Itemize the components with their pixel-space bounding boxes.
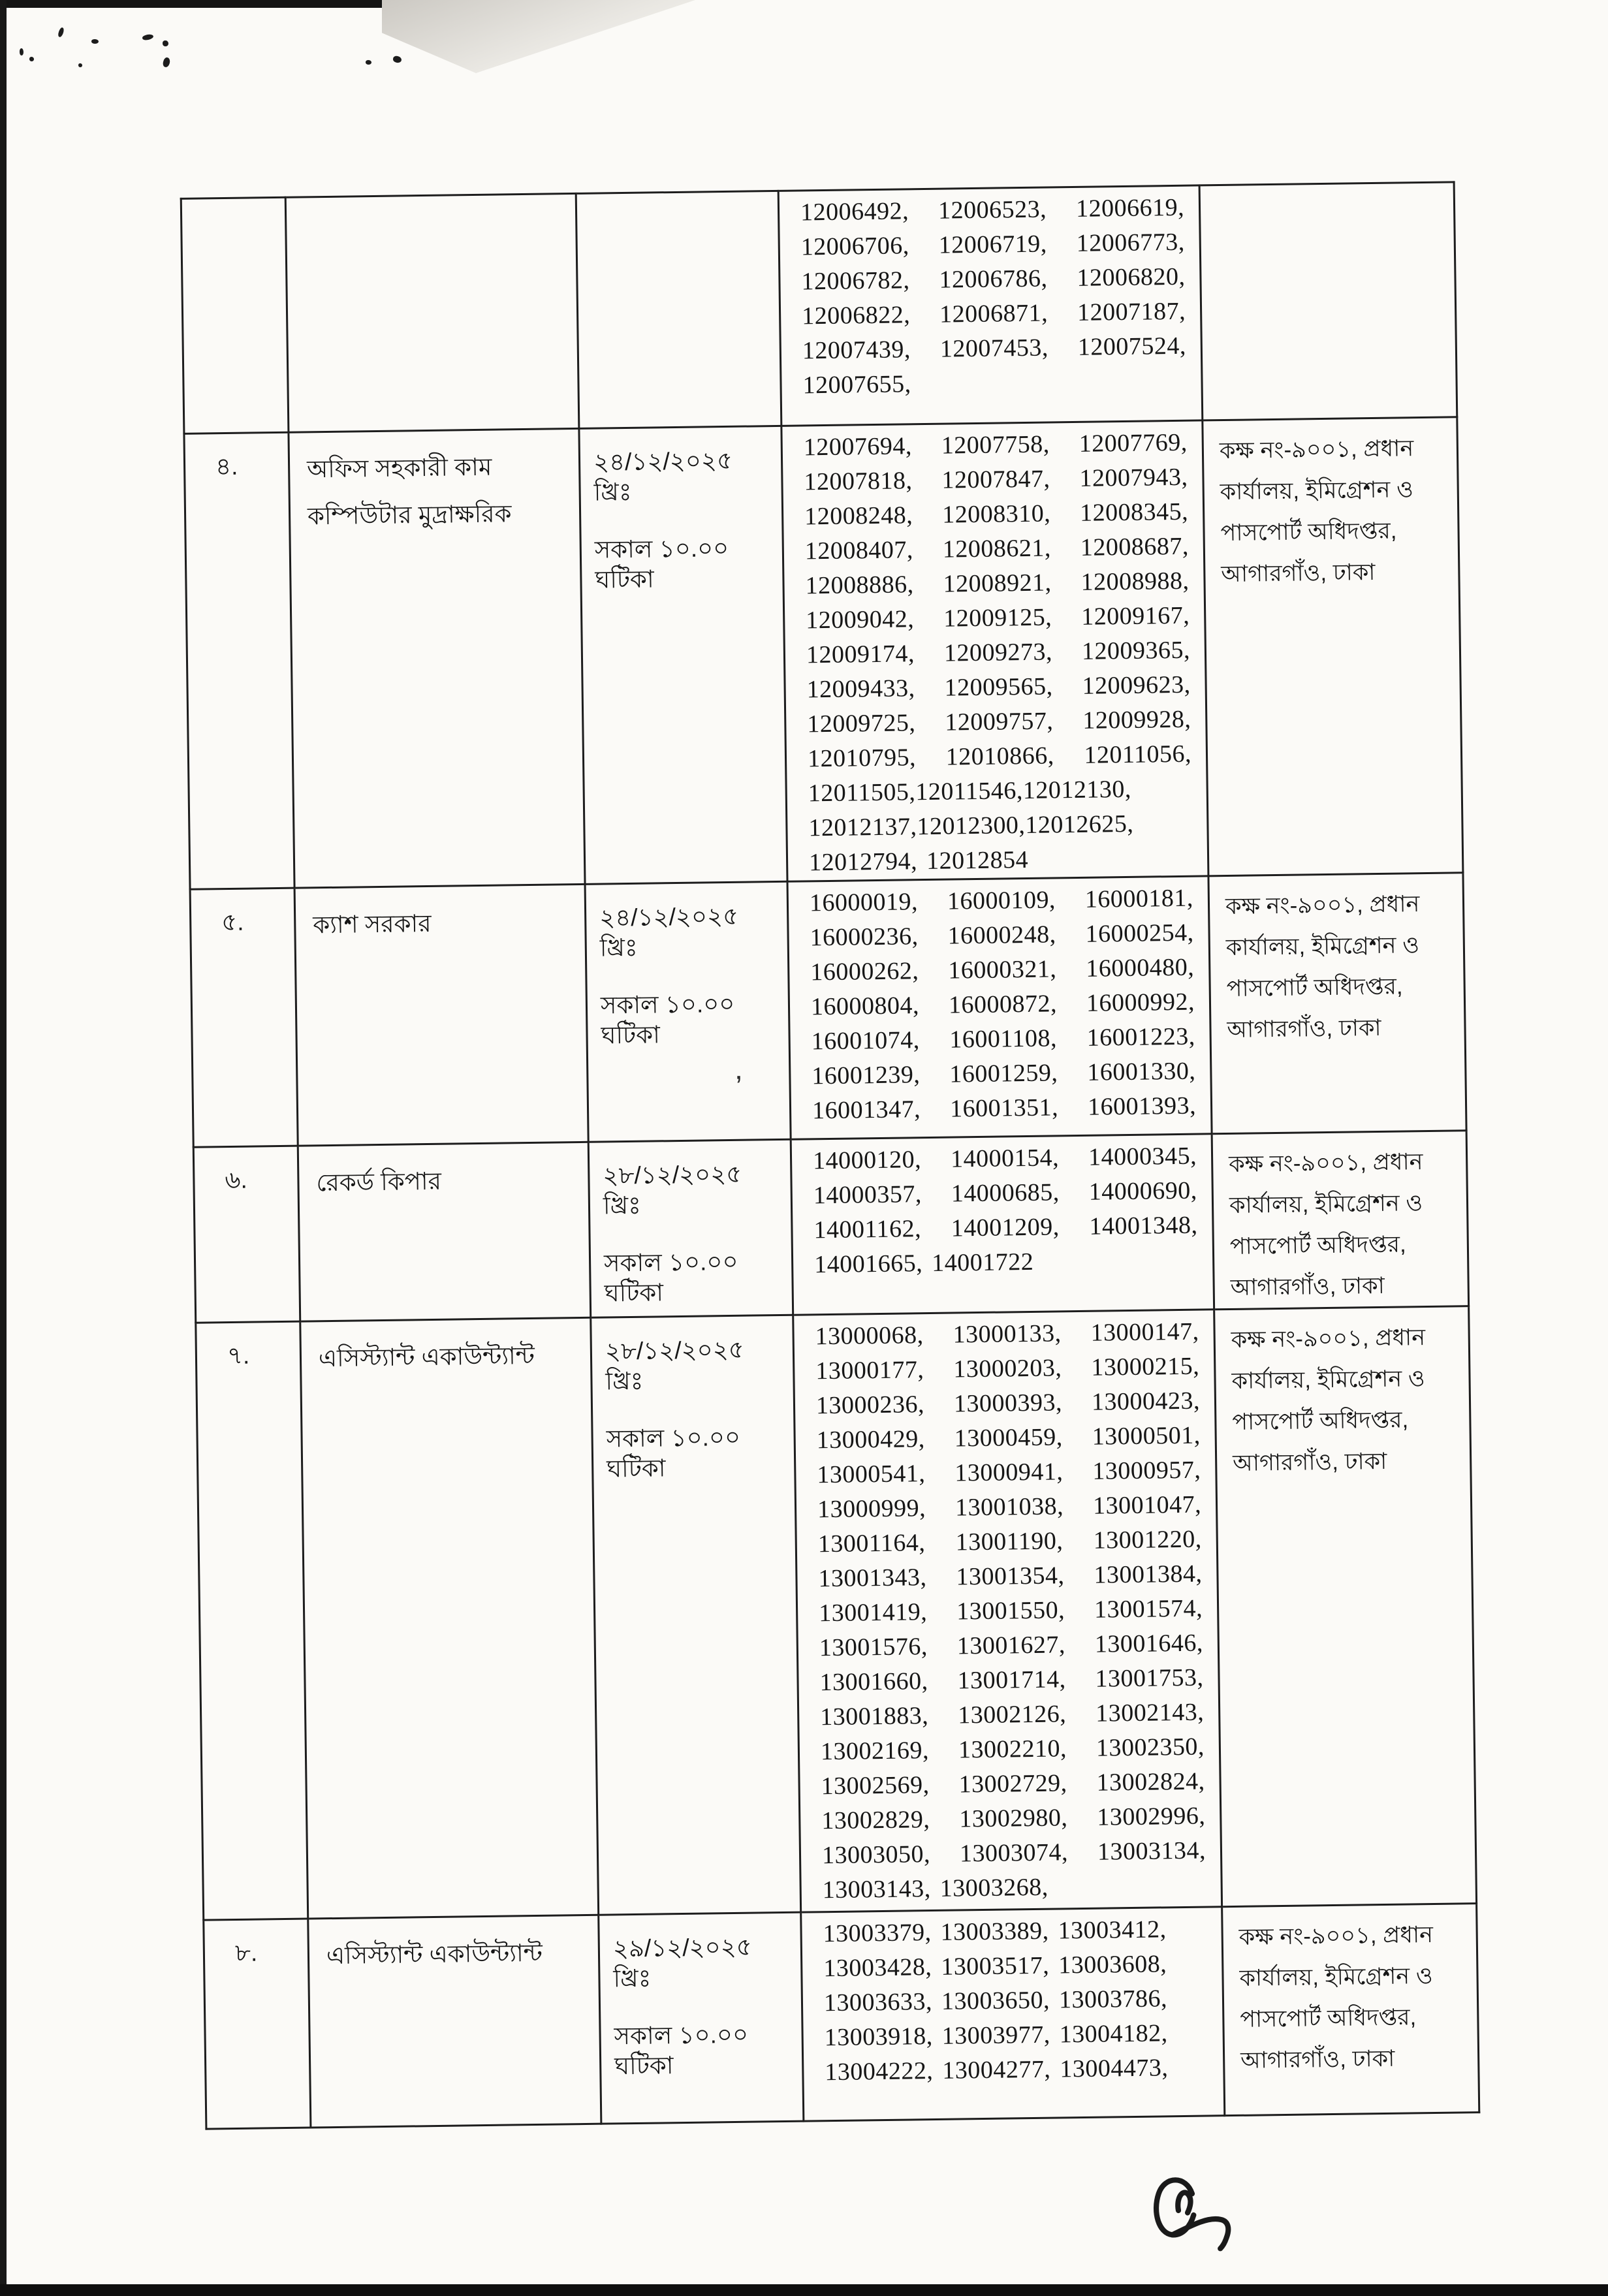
- roll-number: 13002169,: [820, 1737, 930, 1766]
- roll-number: 12006492,: [800, 197, 909, 227]
- venue-text: কক্ষ নং-৯০০১, প্রধান কার্যালয়, ইমিগ্রেশন ও পাসপোর্ট অধিদপ্তর, আগারগাঁও, ঢাকা: [1238, 1921, 1434, 2073]
- roll-numbers-cell: [801, 1907, 1225, 2121]
- table-row: [184, 417, 1463, 889]
- roll-numbers-cell: [787, 876, 1212, 1139]
- roll-number: 13002569,: [821, 1771, 930, 1801]
- roll-number: 13002126,: [957, 1700, 1067, 1729]
- roll-number: 12007187,: [1077, 297, 1186, 326]
- roll-number: 12006822,: [801, 301, 911, 330]
- roll-number: 13001047,: [1092, 1490, 1202, 1520]
- roll-number: 13001354,: [956, 1562, 1065, 1591]
- roll-number: 14001348,: [1089, 1211, 1198, 1240]
- roll-number: 13001220,: [1093, 1525, 1203, 1554]
- position-cell: এসিস্ট্যান্ট একাউন্ট্যান্ট: [308, 1915, 601, 2128]
- roll-number: 16000804,: [810, 992, 920, 1021]
- ink-speck: [57, 27, 65, 37]
- roll-number: 13004473,: [1060, 2054, 1169, 2083]
- roll-number: 12006773,: [1076, 228, 1186, 257]
- roll-number: 12007453,: [939, 334, 1049, 363]
- roll-number: 13003918,: [824, 2022, 933, 2052]
- roll-number: 13001627,: [956, 1631, 1066, 1660]
- roll-line: [800, 1764, 1220, 1804]
- date-text: ২৪/১২/২০২৫ খ্রিঃ: [599, 902, 739, 962]
- roll-number: 13001576,: [819, 1633, 928, 1662]
- roll-number: 14000685,: [951, 1178, 1060, 1208]
- roll-number: 13003268,: [939, 1873, 1048, 1902]
- roll-number: 16000236,: [810, 922, 919, 952]
- roll-line: [785, 598, 1205, 638]
- roll-number: 13000941,: [954, 1458, 1064, 1487]
- roll-number: 13000429,: [816, 1425, 925, 1455]
- venue-cell: [1203, 417, 1463, 876]
- scan-edge-bottom: [0, 2284, 1608, 2296]
- ink-speck: [20, 48, 24, 55]
- roll-line: [788, 840, 1208, 880]
- venue-cell: [1214, 1306, 1477, 1907]
- roll-number: 16000109,: [947, 886, 1056, 915]
- roll-line: [789, 915, 1208, 955]
- roll-number: 14000154,: [950, 1144, 1060, 1173]
- roll-number: 13002350,: [1096, 1733, 1205, 1762]
- roll-number: 12006719,: [938, 230, 1048, 259]
- roll-number: 12008988,: [1080, 567, 1190, 596]
- roll-line: [791, 1088, 1211, 1128]
- datetime-cell: [585, 881, 791, 1142]
- roll-number: 16000321,: [948, 955, 1057, 984]
- roll-number: 12009433,: [806, 674, 915, 704]
- roll-number: 14000120,: [812, 1146, 922, 1175]
- table-row: [193, 1131, 1468, 1323]
- roll-number: 16001108,: [949, 1024, 1058, 1054]
- time-text: সকাল ১০.০০ ঘটিকা: [594, 534, 729, 593]
- roll-number: 13000203,: [953, 1354, 1062, 1383]
- roll-number: 13001714,: [957, 1665, 1066, 1695]
- roll-line: [792, 1139, 1212, 1178]
- roll-number: 16000254,: [1085, 919, 1194, 948]
- roll-number: 12006871,: [939, 299, 1048, 328]
- roll-number: 13001384,: [1094, 1560, 1203, 1589]
- roll-number: 12006820,: [1077, 262, 1186, 292]
- venue-text: কক্ষ নং-৯০০১, প্রধান কার্যালয়, ইমিগ্রেশন ও পাসপোর্ট অধিদপ্তর, আগারগাঁও, ঢাকা: [1228, 1149, 1423, 1300]
- roll-line: [798, 1591, 1218, 1631]
- roll-number: 16001347,: [812, 1095, 921, 1125]
- serial-cell: ৭.: [196, 1321, 308, 1920]
- roll-number: 12009623,: [1082, 670, 1191, 700]
- roll-line: [798, 1626, 1218, 1665]
- roll-line: [802, 1946, 1222, 1986]
- venue-cell: [1222, 1904, 1479, 2116]
- ink-speck: [29, 57, 34, 61]
- serial-cell: ৫.: [190, 888, 298, 1147]
- roll-number: 16001239,: [812, 1061, 921, 1090]
- roll-number: 13003428,: [823, 1953, 932, 1983]
- roll-number: 12007439,: [802, 336, 911, 365]
- roll-number: 13001343,: [818, 1564, 927, 1593]
- roll-number: 12012854: [926, 845, 1029, 875]
- ink-speck: [392, 55, 402, 63]
- roll-line: [781, 363, 1201, 403]
- venue-text: কক্ষ নং-৯০০১, প্রধান কার্যালয়, ইমিগ্রেশন ও পাসপোর্ট অধিদপ্তর, আগারগাঁও, ঢাকা: [1219, 435, 1414, 588]
- roll-number: 12006786,: [939, 264, 1048, 294]
- roll-line: [790, 984, 1210, 1024]
- roll-number: 12010866,: [945, 742, 1054, 771]
- roll-number: 12009757,: [945, 707, 1054, 736]
- roll-number: 12006619,: [1075, 193, 1185, 223]
- roll-number: 13000236,: [815, 1391, 925, 1420]
- roll-number: 12009928,: [1082, 705, 1191, 734]
- roll-number: 12008407,: [804, 536, 914, 565]
- roll-number: 12007769,: [1079, 428, 1188, 458]
- roll-number: 13004222,: [825, 2057, 934, 2086]
- roll-line: [780, 259, 1200, 299]
- roll-number: 12010795,: [807, 744, 917, 773]
- roll-line: [793, 1208, 1212, 1248]
- roll-line: [803, 2015, 1223, 2055]
- roll-number: 16001223,: [1086, 1022, 1195, 1052]
- roll-numbers-cell: [778, 185, 1203, 426]
- roll-line: [785, 667, 1205, 707]
- roll-number: 12009174,: [806, 640, 915, 669]
- time-text: সকাল ১০.০০ ঘটিকা: [614, 2021, 749, 2080]
- roll-number: 14000345,: [1088, 1142, 1197, 1171]
- scan-shadow: [382, 0, 695, 73]
- roll-number: 16000992,: [1086, 988, 1195, 1017]
- roll-number: 12007847,: [941, 465, 1050, 494]
- roll-number: 16001393,: [1087, 1092, 1197, 1121]
- roll-number: 13003389,: [940, 1917, 1049, 1946]
- roll-number: 13000501,: [1092, 1421, 1201, 1451]
- roll-number: 13002829,: [821, 1806, 930, 1835]
- roll-number: 14000690,: [1088, 1176, 1198, 1206]
- position-cell: এসিস্ট্যান্ট একাউন্ট্যান্ট: [300, 1317, 599, 1919]
- roll-number: 13000177,: [815, 1356, 924, 1385]
- roll-number: 12007758,: [941, 430, 1050, 460]
- roll-line: [803, 1981, 1223, 2021]
- roll-number: 12009365,: [1081, 636, 1191, 665]
- roll-number: 12012137,12012300,12012625,: [808, 810, 1134, 842]
- roll-number: 16000872,: [948, 990, 1058, 1019]
- roll-line: [796, 1453, 1216, 1492]
- roll-line: [792, 1173, 1212, 1213]
- roll-line: [783, 494, 1203, 534]
- roll-number: 12008345,: [1079, 497, 1189, 527]
- roll-number: 12006782,: [801, 266, 910, 296]
- roll-number: 13003650,: [941, 1986, 1050, 2015]
- position-cell: ক্যাশ সরকার: [294, 884, 588, 1146]
- roll-number: 13003517,: [941, 1951, 1050, 1981]
- roll-number: 13001164,: [817, 1529, 926, 1558]
- roll-line: [782, 425, 1202, 465]
- venue-cell: [1199, 182, 1457, 420]
- roll-number: 13001646,: [1094, 1629, 1204, 1658]
- time-text: সকাল ১০.০০ ঘটিকা: [600, 990, 735, 1049]
- roll-line: [793, 1242, 1213, 1282]
- roll-number: 13000068,: [815, 1321, 924, 1351]
- roll-line: [795, 1349, 1214, 1389]
- roll-line: [800, 1799, 1220, 1838]
- roll-line: [780, 190, 1199, 230]
- position-cell: রেকর্ড কিপার: [298, 1142, 590, 1321]
- roll-number: 13000423,: [1091, 1387, 1201, 1416]
- roll-line: [791, 1054, 1210, 1093]
- roll-number: 13002210,: [958, 1735, 1067, 1764]
- roll-line: [802, 1911, 1222, 1951]
- roll-numbers-cell: [793, 1310, 1222, 1912]
- roll-line: [795, 1418, 1215, 1458]
- roll-number: 13001190,: [955, 1527, 1064, 1556]
- roll-number: 14001162,: [813, 1215, 922, 1244]
- roll-line: [801, 1833, 1221, 1873]
- roll-line: [789, 881, 1208, 920]
- roll-number: 14000357,: [813, 1180, 922, 1210]
- roll-number: 13003134,: [1097, 1836, 1206, 1866]
- roll-line: [801, 1868, 1221, 1908]
- roll-number: 13003050,: [821, 1840, 931, 1870]
- roll-number: 14001209,: [951, 1213, 1060, 1242]
- roll-line: [790, 1019, 1210, 1059]
- venue-cell: [1208, 873, 1466, 1134]
- date-text: ২৪/১২/২০২৫ খ্রিঃ: [593, 447, 733, 506]
- roll-number: 12008310,: [941, 499, 1051, 529]
- datetime-cell: [599, 1912, 804, 2124]
- time-text: সকাল ১০.০০ ঘটিকা: [603, 1248, 738, 1307]
- roll-number: 16001259,: [949, 1059, 1058, 1088]
- roll-numbers-cell: [781, 420, 1208, 881]
- roll-line: [800, 1729, 1220, 1769]
- roll-number: 13003412,: [1058, 1915, 1167, 1945]
- serial-cell: ৮.: [204, 1919, 311, 2129]
- ink-speck: [366, 60, 371, 65]
- roll-line: [781, 294, 1201, 334]
- roll-number: 12011505,12011546,12012130,: [808, 775, 1132, 808]
- roll-number: 16001330,: [1087, 1057, 1196, 1086]
- roll-number: 12007694,: [803, 432, 913, 462]
- roll-number: 13000215,: [1091, 1352, 1200, 1381]
- datetime-cell: [588, 1139, 793, 1317]
- roll-number: 12008248,: [804, 501, 913, 531]
- roll-number: 12008621,: [942, 534, 1052, 563]
- ink-speck: [142, 33, 153, 40]
- roll-number: 16001351,: [949, 1093, 1059, 1123]
- roll-number: 16001074,: [811, 1026, 920, 1056]
- roll-number: 13001574,: [1094, 1594, 1203, 1624]
- roll-number: 13004277,: [942, 2055, 1051, 2084]
- roll-number: 12012794,: [808, 847, 918, 877]
- time-text: সকাল ১০.০০ ঘটিকা: [606, 1423, 741, 1483]
- roll-number: 13002980,: [959, 1804, 1068, 1833]
- roll-number: 12007818,: [804, 467, 913, 496]
- serial-cell: ৬.: [193, 1146, 300, 1323]
- roll-number: 13000459,: [954, 1423, 1063, 1453]
- serial-cell: [181, 197, 289, 433]
- roll-line: [786, 702, 1206, 742]
- roll-line: [798, 1660, 1218, 1700]
- date-text: ২৮/১২/২০২৫ খ্রিঃ: [603, 1160, 742, 1219]
- roll-line: [780, 225, 1199, 264]
- roll-number: 13001660,: [819, 1667, 928, 1697]
- venue-text: কক্ষ নং-৯০০১, প্রধান কার্যালয়, ইমিগ্রেশন ও পাসপোর্ট অধিদপ্তর, আগারগাঁও, ঢাকা: [1231, 1325, 1426, 1476]
- roll-number: 12007524,: [1077, 332, 1187, 361]
- roll-line: [799, 1695, 1219, 1735]
- roll-line: [787, 771, 1206, 811]
- roll-number: 13001419,: [818, 1598, 928, 1628]
- roll-number: 12009273,: [943, 638, 1053, 667]
- table-row: [196, 1306, 1477, 1920]
- roll-number: 13001550,: [956, 1596, 1065, 1626]
- ink-speck: [78, 63, 82, 67]
- datetime-cell: [576, 191, 781, 428]
- roll-number: 16000181,: [1084, 884, 1194, 913]
- roll-number: 16000262,: [810, 957, 919, 986]
- roll-number: 13003977,: [941, 2021, 1050, 2050]
- venue-cell: [1212, 1131, 1468, 1310]
- roll-number: 12008886,: [805, 571, 914, 600]
- roll-number: 13002824,: [1096, 1767, 1205, 1797]
- roll-number: 12009565,: [944, 672, 1053, 702]
- roll-number: 12009125,: [943, 603, 1052, 633]
- roll-number: 13000957,: [1092, 1456, 1201, 1485]
- date-text: ২৮/১২/২০২৫ খ্রিঃ: [605, 1336, 745, 1395]
- table-row: [190, 873, 1466, 1147]
- roll-line: [784, 529, 1204, 569]
- roll-line: [784, 563, 1204, 603]
- datetime-cell: [591, 1315, 801, 1915]
- roll-numbers-cell: [791, 1134, 1214, 1315]
- stray-mark: ’: [735, 1069, 743, 1103]
- roll-number: 13002729,: [958, 1769, 1067, 1799]
- roll-number: 13000393,: [953, 1389, 1063, 1418]
- roll-number: 13001883,: [819, 1702, 929, 1731]
- roll-number: 13003633,: [823, 1988, 933, 2017]
- scan-edge-left: [0, 0, 7, 2296]
- datetime-cell: [579, 426, 787, 884]
- roll-number: 12009725,: [807, 709, 916, 738]
- roll-number: 13000999,: [817, 1494, 926, 1524]
- roll-line: [797, 1556, 1217, 1596]
- roll-number: 12007943,: [1079, 463, 1188, 492]
- roll-number: 12007655,: [802, 370, 911, 400]
- position-cell: অফিস সহকারী কাম কম্পিউটার মুদ্রাক্ষরিক: [289, 428, 585, 888]
- roll-number: 13003608,: [1058, 1950, 1167, 1979]
- roll-number: 13003143,: [822, 1875, 931, 1904]
- ink-speck: [91, 39, 99, 44]
- roll-line: [787, 806, 1207, 845]
- roll-line: [785, 633, 1205, 672]
- roll-number: 16000480,: [1086, 953, 1195, 983]
- roll-line: [781, 328, 1201, 368]
- roll-number: 14001665,: [813, 1250, 923, 1279]
- roll-number: 12009042,: [805, 605, 915, 635]
- table-row: [204, 1904, 1479, 2129]
- date-text: ২৯/১২/২০২৫ খ্রিঃ: [612, 1933, 752, 1992]
- serial-cell: ৪.: [184, 432, 294, 889]
- venue-text: কক্ষ নং-৯০০১, প্রধান কার্যালয়, ইমিগ্রেশন ও পাসপোর্ট অধিদপ্তর, আগারগাঁও, ঢাকা: [1225, 891, 1420, 1043]
- roll-line: [787, 736, 1206, 776]
- roll-line: [796, 1487, 1216, 1527]
- exam-schedule-table: [180, 181, 1479, 2130]
- roll-number: 12008921,: [943, 569, 1052, 598]
- ink-speck: [163, 40, 168, 46]
- ink-speck: [162, 57, 171, 68]
- roll-line: [796, 1522, 1216, 1562]
- roll-number: 12008687,: [1080, 532, 1190, 561]
- roll-number: 13002996,: [1097, 1802, 1206, 1831]
- roll-number: 13002143,: [1095, 1698, 1205, 1727]
- roll-number: 16000019,: [809, 888, 919, 917]
- roll-number: 14001722: [931, 1248, 1034, 1277]
- roll-line: [804, 2050, 1223, 2090]
- roll-number: 13000147,: [1090, 1317, 1199, 1347]
- roll-number: 13000133,: [953, 1319, 1062, 1349]
- roll-number: 13001753,: [1095, 1663, 1204, 1693]
- roll-line: [795, 1383, 1215, 1423]
- roll-number: 13001038,: [954, 1492, 1064, 1522]
- roll-number: 13004182,: [1059, 2019, 1168, 2049]
- roll-number: 16000248,: [947, 920, 1056, 950]
- roll-line: [783, 460, 1203, 499]
- roll-line: [789, 950, 1209, 990]
- roll-number: 12006706,: [800, 232, 910, 261]
- roll-number: 13003074,: [959, 1838, 1069, 1868]
- roll-number: 13003786,: [1058, 1985, 1168, 2014]
- signature-mark: [1133, 2169, 1247, 2257]
- roll-number: 12011056,: [1084, 740, 1192, 769]
- position-cell: [285, 193, 579, 432]
- roll-number: 13003379,: [823, 1919, 932, 1948]
- roll-number: 12009167,: [1080, 601, 1190, 631]
- roll-number: 13000541,: [817, 1460, 926, 1489]
- roll-number: 12006523,: [938, 195, 1047, 225]
- venue-text: [1216, 193, 1445, 196]
- roll-line: [794, 1314, 1214, 1354]
- table-row: [181, 182, 1457, 433]
